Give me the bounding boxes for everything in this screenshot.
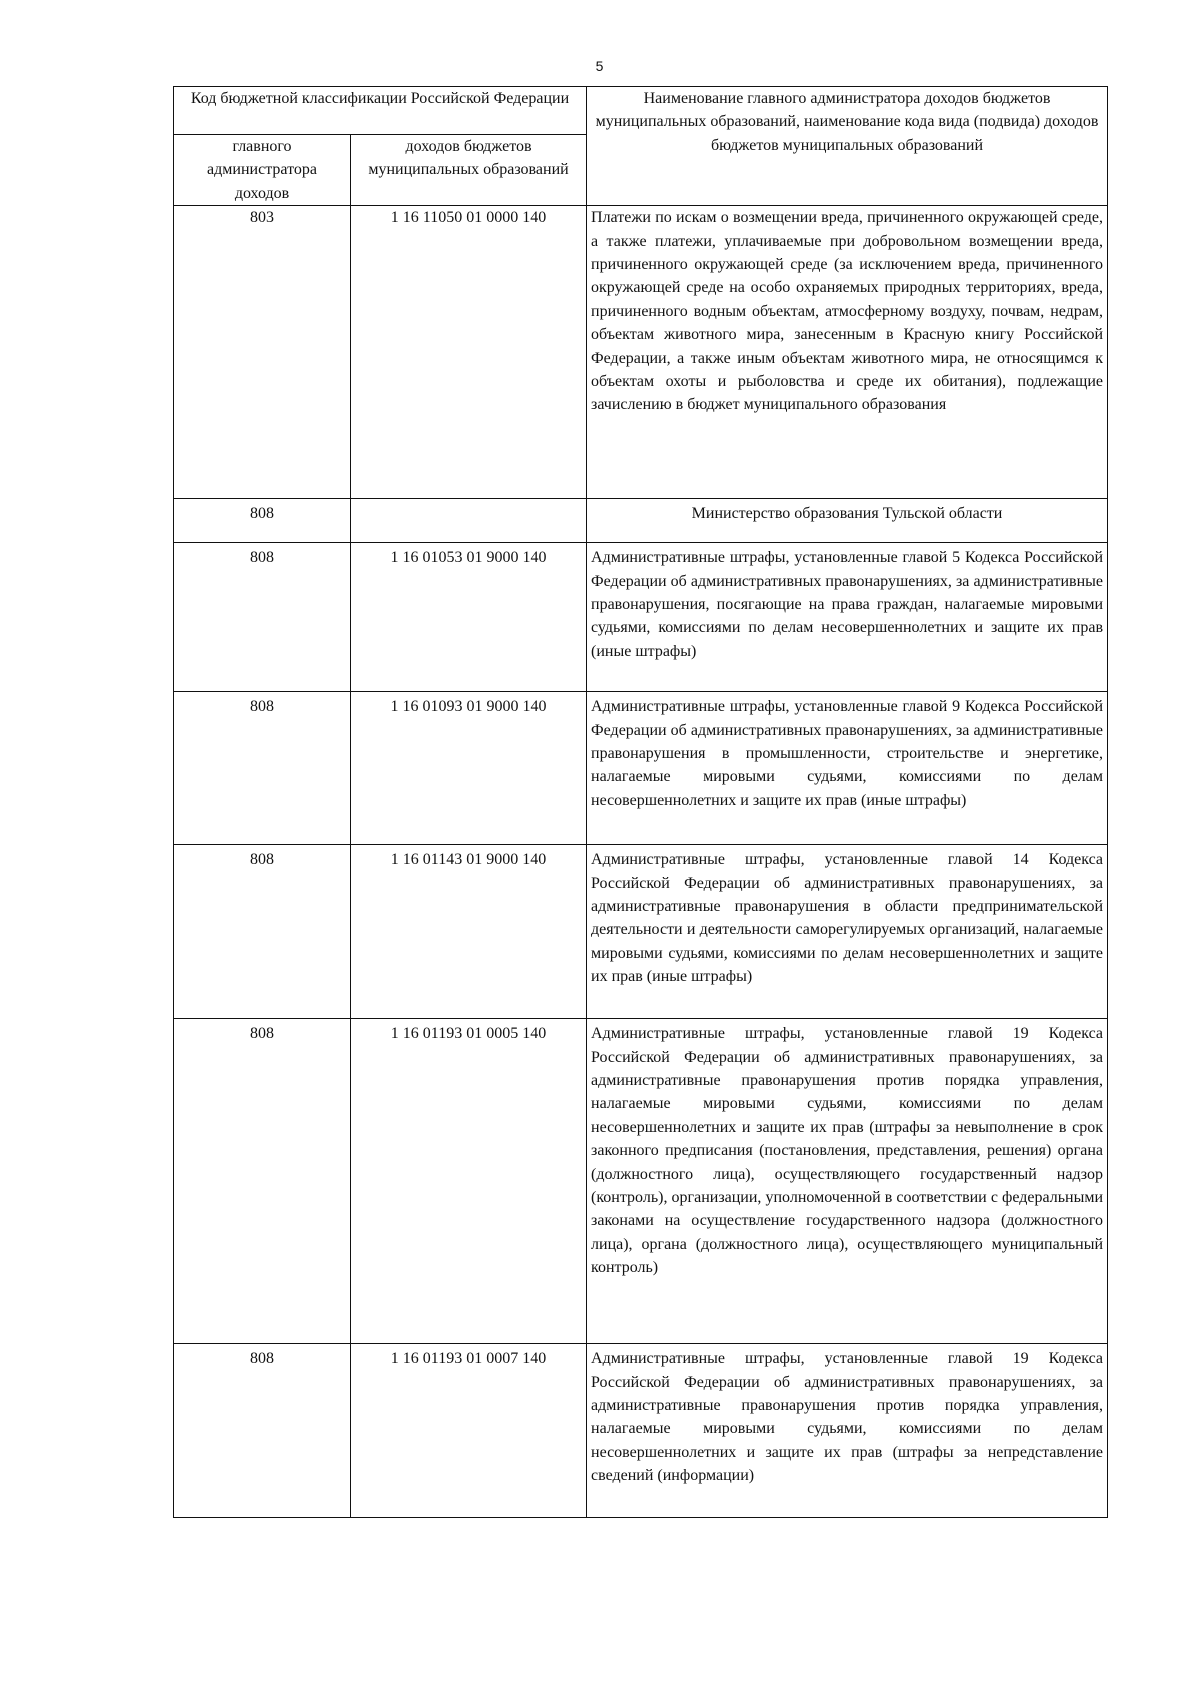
table-row xyxy=(174,1019,1108,1344)
table-row xyxy=(174,499,1108,543)
header-income-code: доходов бюджетов муниципальных образований xyxy=(351,135,587,206)
admin-code-cell: 808 xyxy=(174,845,351,1019)
header-main-admin: главного администратора доходов xyxy=(174,135,351,206)
admin-code-cell: 808 xyxy=(174,1344,351,1518)
income-description-cell: Платежи по искам о возмещении вреда, причиненного окружающей среде, а также платежи, уплачиваемые при добровольном возмещении вреда, причиненного окружающей среде (за исключением вреда, причиненного окружающей среде на особо охраняемых природных территориях, вреда, причиненного водным объектам, атмосферному воздуху, почвам, недрам, объектам животного мира, занесенным в Красную книгу Российской Федерации, а также иным объектам животного мира, не относящимся к объектам охоты и рыболовства и среде их обитания), подлежащие зачислению в бюджет муниципального образования xyxy=(587,206,1108,499)
table-row xyxy=(174,206,1108,499)
income-description-cell: Административные штрафы, установленные главой 19 Кодекса Российской Федерации об административных правонарушениях, за административные правонарушения против порядка управления, налагаемые мировыми судьями, комиссиями по делам несовершеннолетних и защите их прав (штрафы за невыполнение в срок законного предписания (постановления, представления, решения) органа (должностного лица), осуществляющего государственный надзор (контроль), организации, уполномоченной в соответствии с федеральными законами на осуществление государственного надзора (должностного лица), органа (должностного лица), осуществляющего муниципальный контроль) xyxy=(587,1019,1108,1344)
income-description-cell: Административные штрафы, установленные главой 14 Кодекса Российской Федерации об административных правонарушениях, за административные правонарушения в области предпринимательской деятельности и деятельности саморегулируемых организаций, налагаемые мировыми судьями, комиссиями по делам несовершеннолетних и защите их прав (иные штрафы) xyxy=(587,845,1108,1019)
header-admin-name: Наименование главного администратора доходов бюджетов муниципальных образований, наименование кода вида (подвида) доходов бюджетов муниципальных образований xyxy=(587,87,1108,206)
income-description-cell: Административные штрафы, установленные главой 5 Кодекса Российской Федерации об административных правонарушениях, за административные правонарушения, посягающие на права граждан, налагаемые мировыми судьями, комиссиями по делам несовершеннолетних и защите их прав (иные штрафы) xyxy=(587,543,1108,692)
admin-code-cell: 803 xyxy=(174,206,351,499)
table-row xyxy=(174,692,1108,845)
income-code-cell xyxy=(351,499,587,543)
page-number: 5 xyxy=(595,58,605,74)
income-code-cell: 1 16 01193 01 0005 140 xyxy=(351,1019,587,1344)
admin-code-cell: 808 xyxy=(174,543,351,692)
admin-code-cell: 808 xyxy=(174,499,351,543)
income-code-cell: 1 16 01143 01 9000 140 xyxy=(351,845,587,1019)
income-description-cell: Административные штрафы, установленные главой 9 Кодекса Российской Федерации об административных правонарушениях, за административные правонарушения в промышленности, строительстве и энергетике, налагаемые мировыми судьями, комиссиями по делам несовершеннолетних и защите их прав (иные штрафы) xyxy=(587,692,1108,845)
table-row xyxy=(174,845,1108,1019)
table-row xyxy=(174,1344,1108,1518)
income-code-cell: 1 16 01053 01 9000 140 xyxy=(351,543,587,692)
income-code-cell: 1 16 01093 01 9000 140 xyxy=(351,692,587,845)
income-code-cell: 1 16 11050 01 0000 140 xyxy=(351,206,587,499)
admin-name-cell: Министерство образования Тульской области xyxy=(587,499,1108,543)
income-code-cell: 1 16 01193 01 0007 140 xyxy=(351,1344,587,1518)
admin-code-cell: 808 xyxy=(174,1019,351,1344)
income-description-cell: Административные штрафы, установленные главой 19 Кодекса Российской Федерации об административных правонарушениях, за административные правонарушения против порядка управления, налагаемые мировыми судьями, комиссиями по делам несовершеннолетних и защите их прав (штрафы за непредставление сведений (информации) xyxy=(587,1344,1108,1518)
table-row xyxy=(174,543,1108,692)
header-bcc-group: Код бюджетной классификации Российской Федерации xyxy=(174,87,587,135)
admin-code-cell: 808 xyxy=(174,692,351,845)
budget-classification-table xyxy=(173,86,1108,1518)
